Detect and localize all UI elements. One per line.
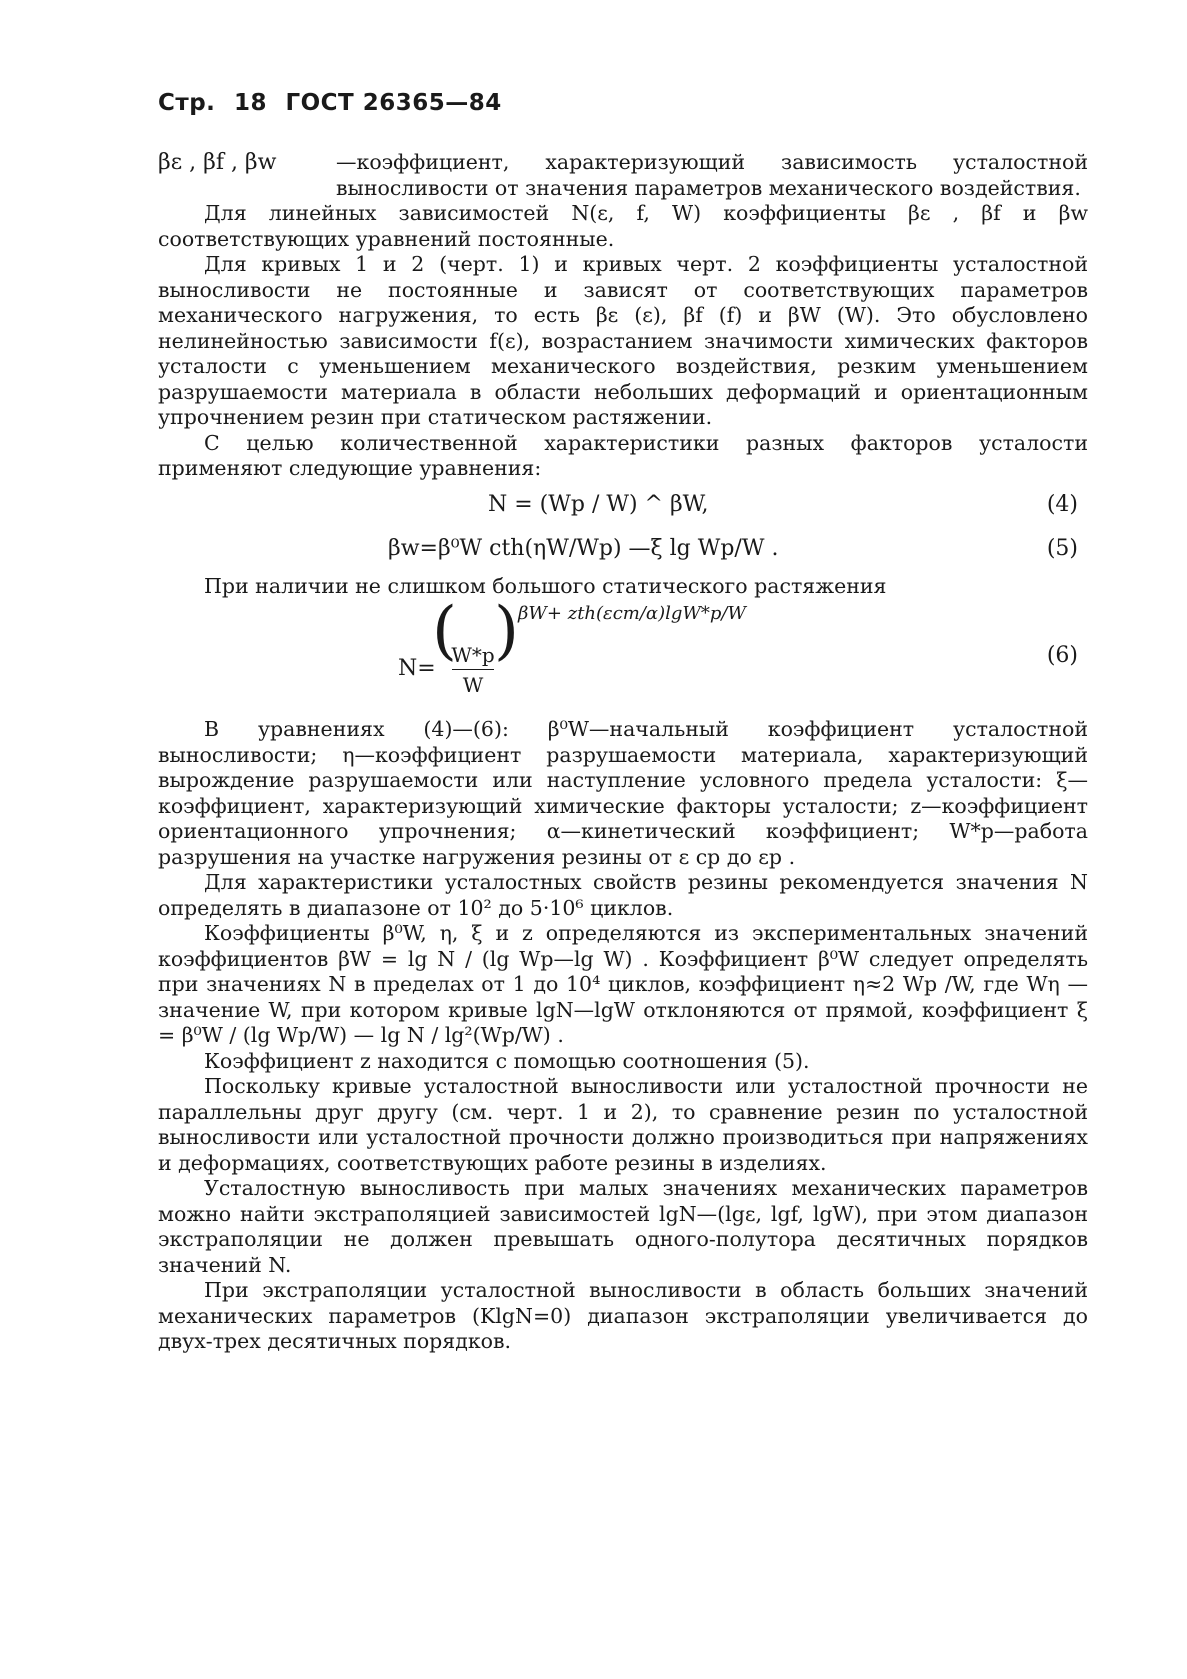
paragraph-definitions: В уравнениях (4)—(6): β⁰W—начальный коэффициент усталостной выносливости; η—коэффициент разрушаемости материала, характеризующий вырождение разрушаемости или наступление условного предела усталости: ξ—коэффициент, характеризующий химические факторы усталости; z—коэффициент ориентационного упрочнения; α—кинетический коэффициент; W*p—работа разрушения на участке нагружения резины от ε ср до εр .: [158, 717, 1088, 869]
definition-symbols: βε , βf , βw: [158, 150, 277, 175]
paragraph-extrapolation-small: Усталостную выносливость при малых значениях механических параметров можно найти экстраполяцией зависимостей lgN—(lgε, lgf, lgW), при этом диапазон экстраполяции не должен превышать одного-полутора десятичных порядков значений N.: [158, 1176, 1088, 1277]
equation-6: [158, 594, 1088, 711]
right-paren: ): [494, 594, 519, 668]
standard-designation: ГОСТ 26365—84: [285, 90, 502, 116]
paragraph-z-coefficient: Коэффициент z находится с помощью соотношения (5).: [204, 1048, 810, 1073]
paragraph-static-stretch: При наличии не слишком большого статического растяжения: [204, 573, 887, 598]
equation-4-number: (4): [1046, 491, 1078, 517]
page-body: [158, 150, 1088, 1355]
equation-6-lhs: N=: [398, 656, 436, 681]
equation-6-denominator: W: [462, 673, 484, 697]
paragraph-extrapolation-large: При экстраполяции усталостной выносливости в область больших значений механических параметров (KlgN=0) диапазон экстраполяции увеличивается до двух-трех десятичных порядков.: [158, 1278, 1088, 1353]
equation-5-expression: βw=β⁰W cth(ηW/Wp) —ξ lg Wp/W .: [388, 535, 779, 561]
equation-6-exponent: βW+ zth(εст/α)lgW*p/W: [518, 603, 746, 624]
page-header: [158, 90, 512, 116]
equation-5: [158, 530, 1088, 570]
page-label: Стр.: [158, 90, 216, 116]
paragraph-equations-intro: С целью количественной характеристики разных факторов усталости применяют следующие уравнения:: [158, 430, 1088, 480]
paragraph-curves: Для кривых 1 и 2 (черт. 1) и кривых черт. 2 коэффициенты усталостной выносливости не постоянные и зависят от соответствующих параметров механического нагружения, то есть βε (ε), βf (f) и βW (W). Это обусловлено нелинейностью зависимости f(ε), возрастанием значимости химических факторов усталости с уменьшением механического воздействия, резким уменьшением разрушаемости материала в области небольших деформаций и ориентационным упрочнением резин при статическом растяжении.: [158, 252, 1088, 429]
paragraph-comparison: Поскольку кривые усталостной выносливости или усталостной прочности не параллельны друг другу (см. черт. 1 и 2), то сравнение резин по усталостной выносливости или усталостной прочности должно производиться при напряжениях и деформациях, соответствующих работе резины в изделиях.: [158, 1074, 1088, 1175]
equation-5-number: (5): [1046, 535, 1078, 561]
paragraph-linear: Для линейных зависимостей N(ε, f, W) коэффициенты βε , βf и βw соответствующих уравнений постоянные.: [158, 201, 1088, 251]
fraction-line: [452, 669, 494, 670]
equation-4: [158, 486, 1088, 526]
paragraph-coefficients: Коэффициенты β⁰W, η, ξ и z определяются из экспериментальных значений коэффициентов βW = lg N / (lg Wp—lg W) . Коэффициент β⁰W следует определять при значениях N в пределах от 1 до 10⁴ циклов, коэффициент η≈2 Wp /W, где Wη —значение W, при котором кривые lgN—lgW отклоняются от прямой, коэффициент ξ = β⁰W / (lg Wp/W) — lg N / lg²(Wp/W) .: [158, 921, 1088, 1047]
page-number: 18: [233, 90, 267, 116]
paragraph-range: Для характеристики усталостных свойств резины рекомендуется значения N определять в диапазоне от 10² до 5·10⁶ циклов.: [158, 870, 1088, 920]
definition-text: —коэффициент, характеризующий зависимость усталостной выносливости от значения параметров механического воздействия.: [336, 150, 1088, 200]
equation-4-expression: N = (Wp / W) ^ βW,: [488, 491, 709, 517]
equation-6-numerator: W*p: [451, 643, 495, 667]
left-paren: (: [432, 594, 457, 668]
definition-row: [158, 150, 1088, 201]
equation-6-number: (6): [1046, 643, 1078, 668]
